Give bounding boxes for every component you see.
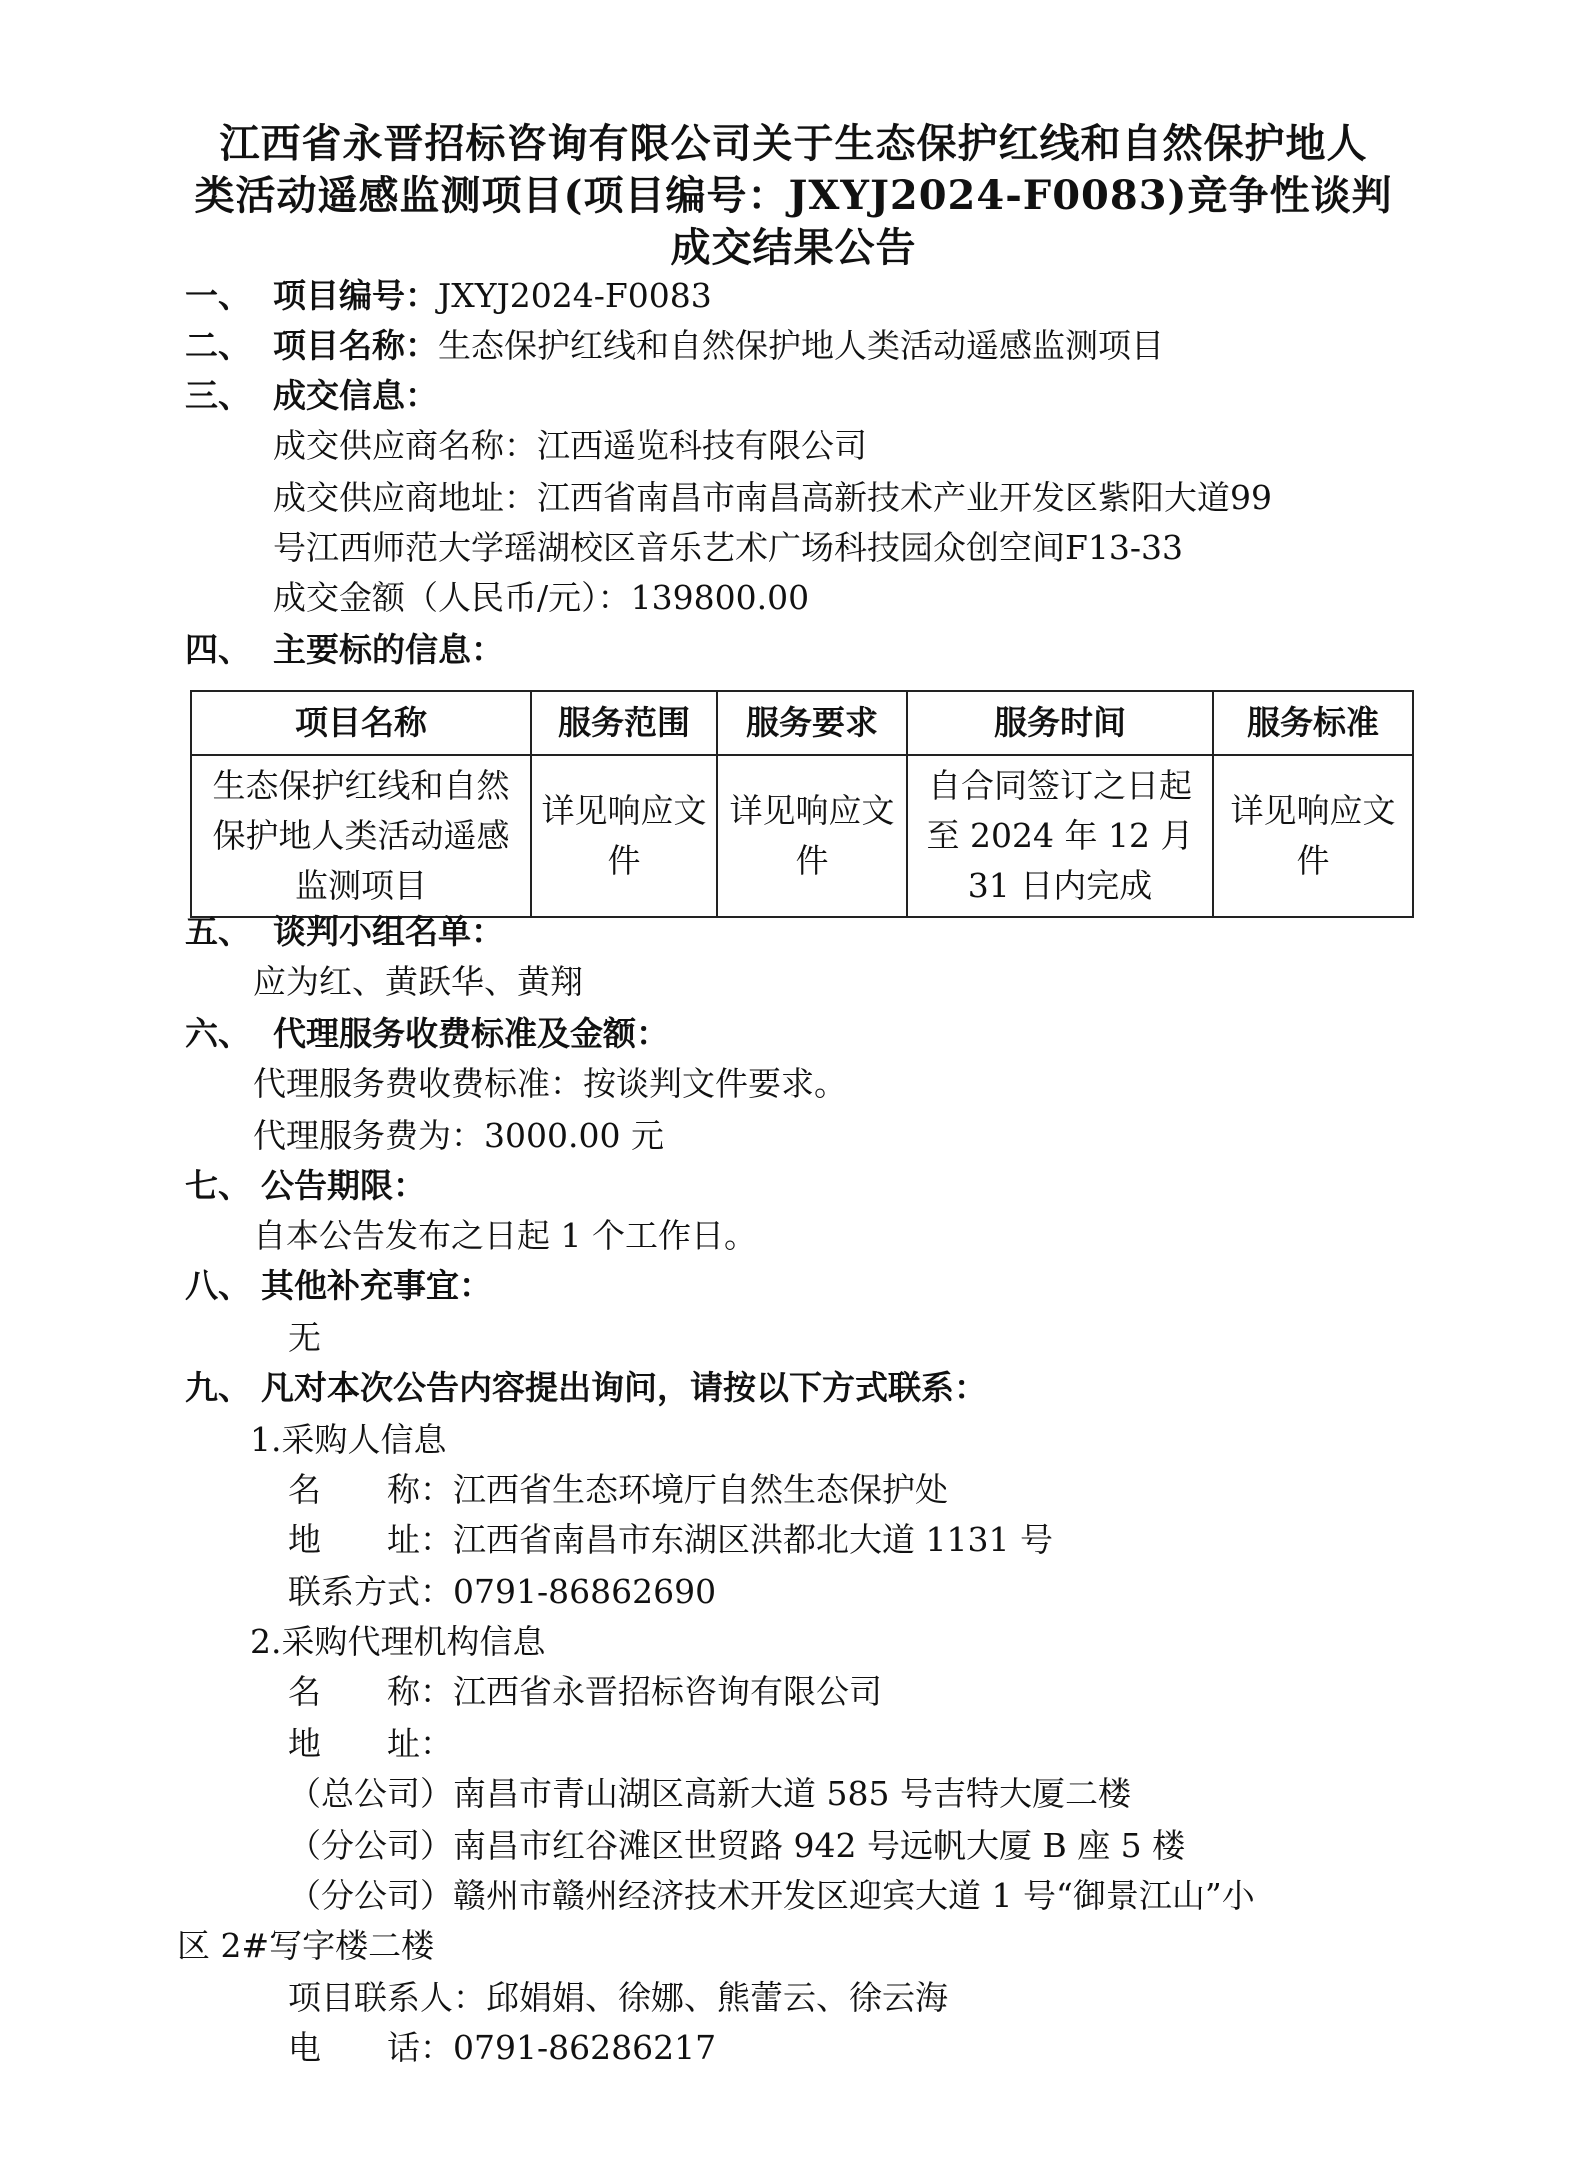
negotiation-team-members: 应为红、黄跃华、黄翔 bbox=[253, 962, 583, 1001]
deal-amount: 成交金额（人民币/元）：139800.00 bbox=[273, 578, 810, 617]
section-label: 代理服务收费标准及金额： bbox=[273, 1014, 669, 1053]
cell-service-scope: 详见响应文件 bbox=[531, 755, 717, 917]
section-project-number bbox=[185, 274, 712, 318]
header-project-name: 项目名称 bbox=[191, 691, 531, 755]
section-contact bbox=[185, 1366, 987, 1410]
other-matters-value: 无 bbox=[288, 1318, 321, 1357]
cell-service-standard: 详见响应文件 bbox=[1213, 755, 1413, 917]
header-service-requirement: 服务要求 bbox=[717, 691, 907, 755]
section-negotiation-team bbox=[185, 910, 504, 954]
header-service-scope: 服务范围 bbox=[531, 691, 717, 755]
agency-contacts: 项目联系人：邱娟娟、徐娜、熊蕾云、徐云海 bbox=[288, 1978, 948, 2017]
agency-branch-2-address-line-1: （分公司）赣州市赣州经济技术开发区迎宾大道 1 号“御景江山”小 bbox=[288, 1876, 1255, 1915]
section-deal-info bbox=[185, 374, 438, 418]
section-number: 四、 bbox=[185, 630, 251, 669]
agency-heading: 2.采购代理机构信息 bbox=[250, 1622, 546, 1661]
section-number: 二、 bbox=[185, 326, 251, 365]
section-notice-period bbox=[185, 1164, 426, 1208]
notice-period-value: 自本公告发布之日起 1 个工作日。 bbox=[253, 1216, 757, 1255]
section-label: 项目名称： bbox=[273, 326, 438, 365]
supplier-address-line-1: 成交供应商地址：江西省南昌市南昌高新技术产业开发区紫阳大道99 bbox=[273, 478, 1272, 517]
agency-branch-1-address: （分公司）南昌市红谷滩区世贸路 942 号远帆大厦 B 座 5 楼 bbox=[288, 1826, 1186, 1865]
cell-project-name: 生态保护红线和自然保护地人类活动遥感监测项目 bbox=[191, 755, 531, 917]
cell-service-requirement: 详见响应文件 bbox=[717, 755, 907, 917]
title-line-1: 江西省永晋招标咨询有限公司关于生态保护红线和自然保护地人 bbox=[219, 120, 1368, 167]
agency-name: 名 称：江西省永晋招标咨询有限公司 bbox=[288, 1672, 882, 1711]
supplier-name: 成交供应商名称：江西遥览科技有限公司 bbox=[273, 426, 867, 465]
header-service-time: 服务时间 bbox=[907, 691, 1213, 755]
project-number-value: JXYJ2024-F0083 bbox=[438, 276, 712, 315]
section-number: 八、 bbox=[185, 1266, 251, 1305]
section-label: 成交信息： bbox=[273, 376, 438, 415]
header-service-standard: 服务标准 bbox=[1213, 691, 1413, 755]
section-number: 五、 bbox=[185, 912, 251, 951]
agency-fee-amount: 代理服务费为：3000.00 元 bbox=[253, 1116, 664, 1155]
section-label: 凡对本次公告内容提出询问，请按以下方式联系： bbox=[261, 1368, 987, 1407]
section-number: 六、 bbox=[185, 1014, 251, 1053]
title-line-3: 成交结果公告 bbox=[670, 224, 917, 271]
main-items-table bbox=[190, 690, 1414, 918]
section-number: 九、 bbox=[185, 1368, 251, 1407]
section-agency-fee bbox=[185, 1012, 669, 1056]
title-line-2: 类活动遥感监测项目(项目编号：JXYJ2024-F0083)竞争性谈判 bbox=[194, 172, 1393, 219]
section-label: 谈判小组名单： bbox=[273, 912, 504, 951]
table-row bbox=[191, 755, 1413, 917]
section-other-matters bbox=[185, 1264, 492, 1308]
purchaser-name: 名 称：江西省生态环境厅自然生态保护处 bbox=[288, 1470, 948, 1509]
section-project-name bbox=[185, 324, 1164, 368]
section-number: 一、 bbox=[185, 276, 251, 315]
purchaser-contact: 联系方式：0791-86862690 bbox=[288, 1572, 717, 1611]
agency-fee-standard: 代理服务费收费标准：按谈判文件要求。 bbox=[253, 1064, 847, 1103]
section-label: 公告期限： bbox=[261, 1166, 426, 1205]
agency-phone: 电 话：0791-86286217 bbox=[288, 2028, 717, 2067]
purchaser-heading: 1.采购人信息 bbox=[250, 1420, 447, 1459]
project-name-value: 生态保护红线和自然保护地人类活动遥感监测项目 bbox=[438, 326, 1164, 365]
agency-hq-address: （总公司）南昌市青山湖区高新大道 585 号吉特大厦二楼 bbox=[288, 1774, 1131, 1813]
section-number: 七、 bbox=[185, 1166, 251, 1205]
supplier-address-line-2: 号江西师范大学瑶湖校区音乐艺术广场科技园众创空间F13-33 bbox=[273, 528, 1184, 567]
cell-service-time: 自合同签订之日起至 2024 年 12 月 31 日内完成 bbox=[907, 755, 1213, 917]
section-label: 主要标的信息： bbox=[273, 630, 504, 669]
section-label: 其他补充事宜： bbox=[261, 1266, 492, 1305]
table-header-row bbox=[191, 691, 1413, 755]
agency-address-label: 地 址： bbox=[288, 1724, 453, 1763]
purchaser-address: 地 址：江西省南昌市东湖区洪都北大道 1131 号 bbox=[288, 1520, 1053, 1559]
agency-branch-2-address-line-2: 区 2#写字楼二楼 bbox=[177, 1926, 435, 1965]
section-number: 三、 bbox=[185, 376, 251, 415]
section-main-items bbox=[185, 628, 504, 672]
section-label: 项目编号： bbox=[273, 276, 438, 315]
